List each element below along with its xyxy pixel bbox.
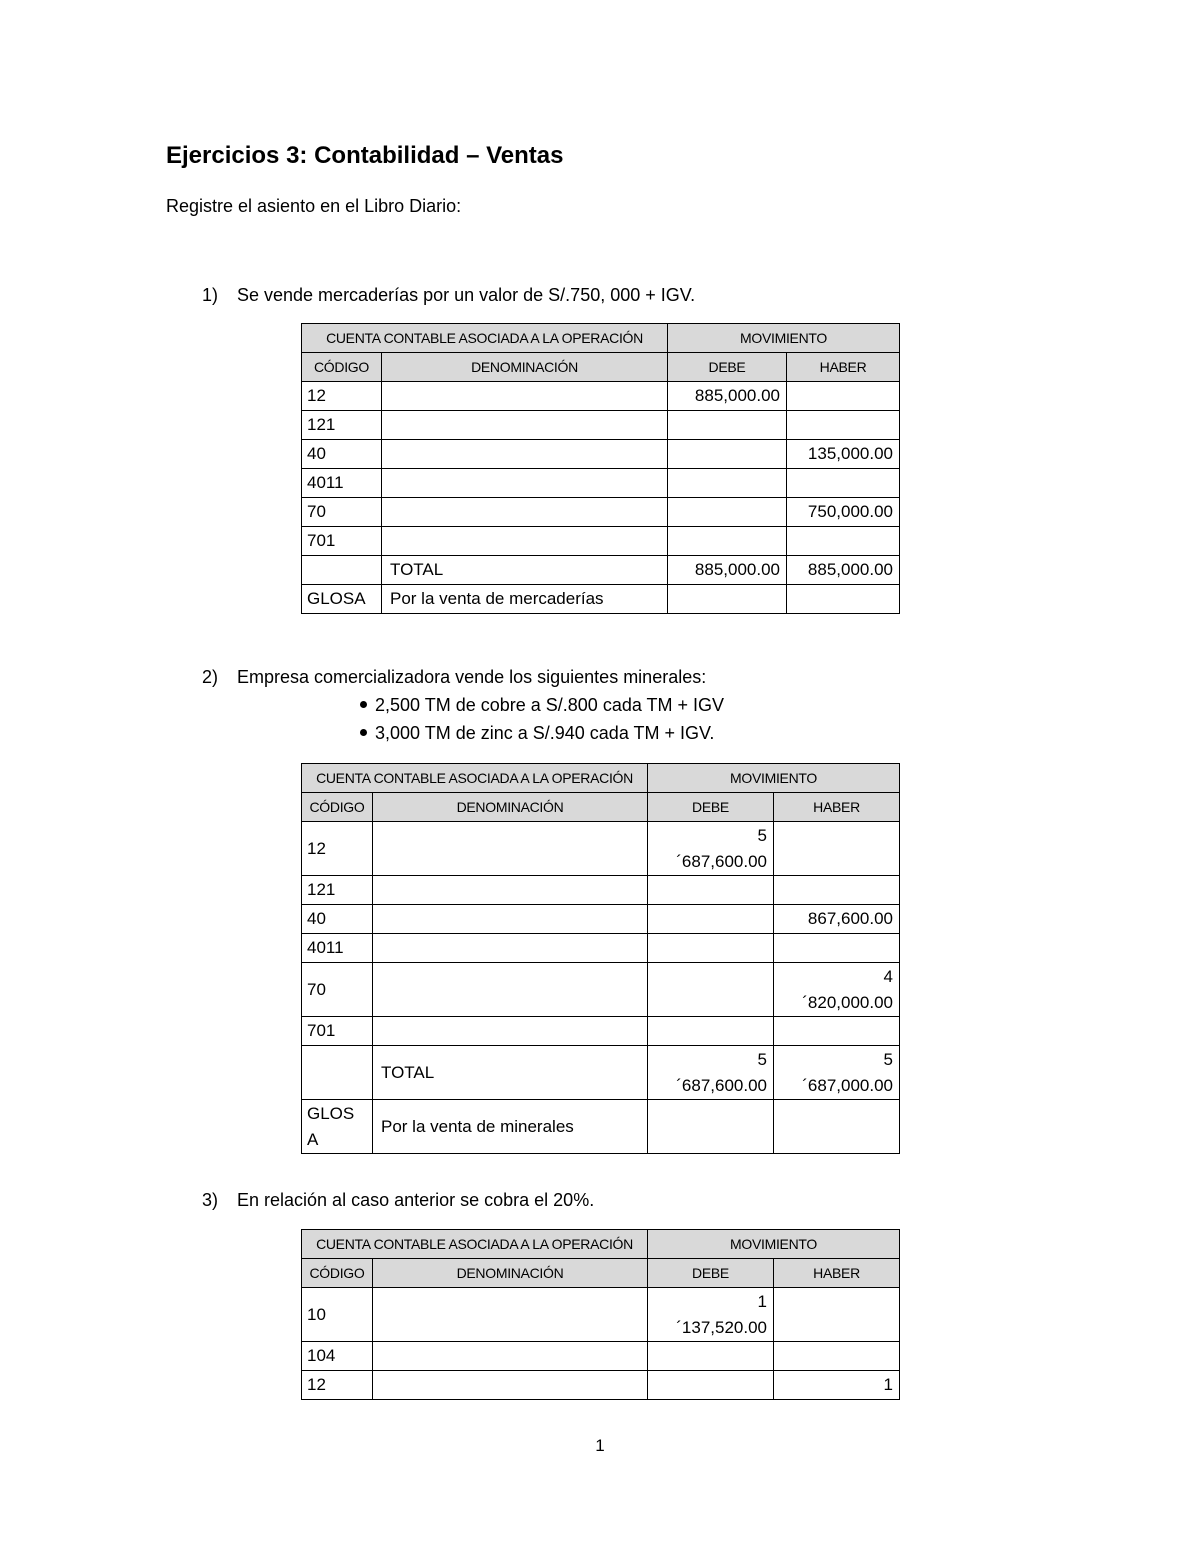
total-credit: 885,000.00	[787, 556, 900, 585]
cell-credit	[774, 934, 900, 963]
amount-line-1: 4	[883, 966, 894, 986]
cell-name	[382, 527, 668, 556]
header-debit: DEBE	[648, 793, 774, 822]
header-code: CÓDIGO	[302, 793, 373, 822]
cell-name	[373, 934, 648, 963]
gloss-label: GLOSA	[302, 585, 382, 614]
cell-credit	[774, 963, 900, 1017]
page-number: 1	[595, 1436, 605, 1455]
cell-code: 70	[302, 963, 373, 1017]
cell-debit	[668, 411, 787, 440]
cell-credit: 1	[774, 1371, 900, 1400]
header-code: CÓDIGO	[302, 1259, 373, 1288]
cell-name	[382, 498, 668, 527]
table-row	[302, 963, 900, 1017]
gloss-label-line-2: A	[307, 1129, 319, 1149]
table-row	[302, 1288, 900, 1342]
amount-line-2: ´820,000.00	[802, 992, 894, 1012]
cell-code: 10	[302, 1288, 373, 1342]
cell-credit	[774, 1100, 900, 1154]
cell-code: 104	[302, 1342, 373, 1371]
amount-line-1: 1	[757, 1291, 768, 1311]
header-movement-group: MOVIMIENTO	[648, 1230, 900, 1259]
cell-name	[373, 822, 648, 876]
cell-code: 12	[302, 1371, 373, 1400]
table-row	[302, 440, 900, 469]
bullet-icon	[360, 729, 367, 736]
cell-name	[382, 411, 668, 440]
total-label: TOTAL	[382, 556, 668, 585]
cell-code: 12	[302, 382, 382, 411]
amount-line-1: 5	[757, 825, 768, 845]
table-row	[302, 1017, 900, 1046]
table-row	[302, 1342, 900, 1371]
bullet-icon	[360, 701, 367, 708]
gloss-label-line-1: GLOS	[307, 1103, 355, 1123]
gloss-text: Por la venta de minerales	[373, 1100, 648, 1154]
header-credit: HABER	[774, 793, 900, 822]
exercise-3-text: En relación al caso anterior se cobra el 20%.	[237, 1190, 595, 1210]
cell-credit	[787, 411, 900, 440]
cell-credit	[787, 585, 900, 614]
cell-code: 121	[302, 411, 382, 440]
total-label: TOTAL	[373, 1046, 648, 1100]
bullet-text: 2,500 TM de cobre a S/.800 cada TM + IGV	[375, 695, 725, 715]
cell-code: 70	[302, 498, 382, 527]
list-item	[360, 723, 714, 744]
cell-name	[373, 1371, 648, 1400]
cell-name	[373, 1288, 648, 1342]
cell-debit	[648, 1288, 774, 1342]
table-row	[302, 498, 900, 527]
header-account-group: CUENTA CONTABLE ASOCIADA A LA OPERACIÓN	[302, 324, 668, 353]
table-row	[302, 934, 900, 963]
cell-credit	[774, 1288, 900, 1342]
table-row	[302, 527, 900, 556]
cell-credit	[774, 822, 900, 876]
cell-debit	[648, 822, 774, 876]
cell-code: 12	[302, 822, 373, 876]
cell-debit: 885,000.00	[668, 382, 787, 411]
amount-line-2: ´137,520.00	[676, 1317, 768, 1337]
ledger-table-2	[301, 763, 900, 1154]
cell-debit	[668, 469, 787, 498]
cell-name	[373, 1342, 648, 1371]
cell-debit	[648, 905, 774, 934]
cell-debit	[648, 1017, 774, 1046]
cell-debit	[668, 527, 787, 556]
cell-name	[373, 1017, 648, 1046]
table-row	[302, 382, 900, 411]
header-account-group: CUENTA CONTABLE ASOCIADA A LA OPERACIÓN	[302, 764, 648, 793]
header-account-group: CUENTA CONTABLE ASOCIADA A LA OPERACIÓN	[302, 1230, 648, 1259]
header-name: DENOMINACIÓN	[373, 1259, 648, 1288]
gloss-text: Por la venta de mercaderías	[382, 585, 668, 614]
cell-code	[302, 1046, 373, 1100]
cell-name	[373, 876, 648, 905]
amount-line-2: ´687,600.00	[676, 851, 768, 871]
amount-line-2: ´687,600.00	[676, 1075, 768, 1095]
cell-name	[382, 440, 668, 469]
cell-code	[302, 556, 382, 585]
header-credit: HABER	[787, 353, 900, 382]
exercise-1-text: Se vende mercaderías por un valor de S/.750, 000 + IGV.	[237, 285, 696, 305]
exercise-2-number: 2)	[202, 667, 219, 687]
amount-line-1: 5	[883, 1049, 894, 1069]
ledger-table-1	[301, 323, 900, 614]
cell-debit	[648, 1100, 774, 1154]
header-code: CÓDIGO	[302, 353, 382, 382]
ledger-table-3	[301, 1229, 900, 1400]
cell-debit	[648, 963, 774, 1017]
amount-line-2: ´687,000.00	[802, 1075, 894, 1095]
cell-debit	[668, 585, 787, 614]
cell-credit	[787, 527, 900, 556]
exercise-2-text: Empresa comercializadora vende los siguientes minerales:	[237, 667, 707, 687]
header-name: DENOMINACIÓN	[373, 793, 648, 822]
cell-credit	[774, 876, 900, 905]
header-debit: DEBE	[668, 353, 787, 382]
header-movement-group: MOVIMIENTO	[668, 324, 900, 353]
gloss-row	[302, 1100, 900, 1154]
total-debit	[648, 1046, 774, 1100]
table-row	[302, 1371, 900, 1400]
total-credit	[774, 1046, 900, 1100]
table-row	[302, 411, 900, 440]
gloss-row	[302, 585, 900, 614]
cell-debit	[648, 934, 774, 963]
cell-name	[382, 469, 668, 498]
cell-debit	[668, 498, 787, 527]
cell-credit: 750,000.00	[787, 498, 900, 527]
instruction-text: Registre el asiento en el Libro Diario:	[166, 196, 462, 216]
cell-name	[373, 963, 648, 1017]
total-row	[302, 556, 900, 585]
cell-code: 121	[302, 876, 373, 905]
cell-credit	[774, 1342, 900, 1371]
header-credit: HABER	[774, 1259, 900, 1288]
header-name: DENOMINACIÓN	[382, 353, 668, 382]
amount-line-1: 5	[757, 1049, 768, 1069]
exercise-3-number: 3)	[202, 1190, 219, 1210]
cell-debit	[648, 1342, 774, 1371]
bullet-text: 3,000 TM de zinc a S/.940 cada TM + IGV.	[375, 723, 715, 743]
cell-debit	[648, 1371, 774, 1400]
list-item	[360, 695, 724, 716]
cell-code: 40	[302, 905, 373, 934]
cell-debit	[668, 440, 787, 469]
header-movement-group: MOVIMIENTO	[648, 764, 900, 793]
table-row	[302, 822, 900, 876]
cell-debit	[648, 876, 774, 905]
exercise-1-number: 1)	[202, 285, 219, 305]
cell-credit	[787, 469, 900, 498]
cell-credit	[774, 1017, 900, 1046]
cell-credit	[787, 382, 900, 411]
table-row	[302, 469, 900, 498]
cell-credit: 135,000.00	[787, 440, 900, 469]
header-debit: DEBE	[648, 1259, 774, 1288]
gloss-label	[302, 1100, 373, 1154]
cell-code: 701	[302, 1017, 373, 1046]
cell-code: 40	[302, 440, 382, 469]
cell-name	[382, 382, 668, 411]
cell-code: 4011	[302, 934, 373, 963]
cell-name	[373, 905, 648, 934]
table-row	[302, 876, 900, 905]
total-debit: 885,000.00	[668, 556, 787, 585]
total-row	[302, 1046, 900, 1100]
table-row	[302, 905, 900, 934]
cell-code: 4011	[302, 469, 382, 498]
cell-code: 701	[302, 527, 382, 556]
page-title: Ejercicios 3: Contabilidad – Ventas	[166, 142, 564, 169]
cell-credit: 867,600.00	[774, 905, 900, 934]
